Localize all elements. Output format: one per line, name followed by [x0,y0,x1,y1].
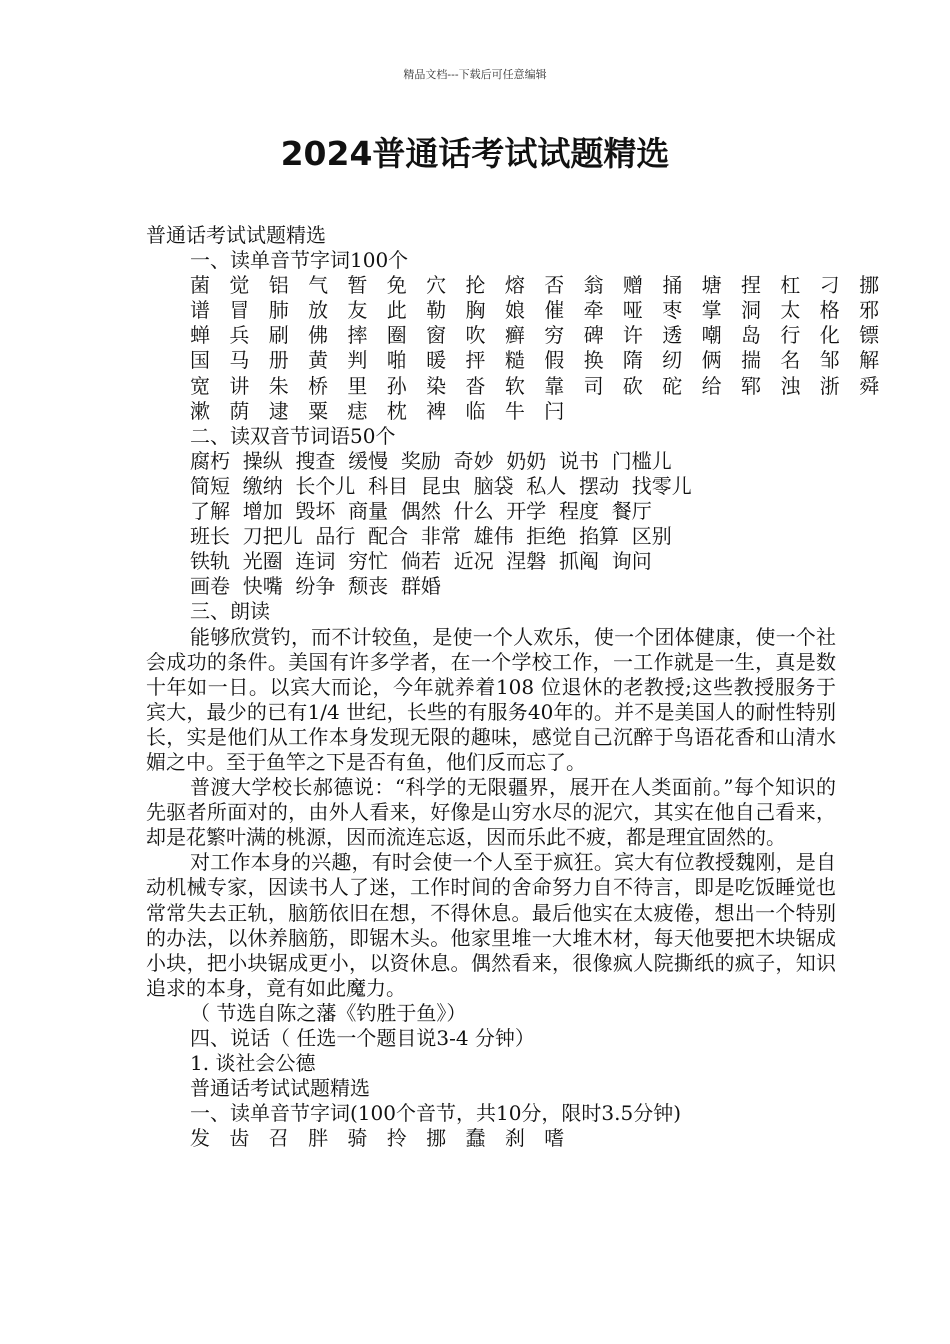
reading-paragraph: 对工作本身的兴趣，有时会使一个人至于疯狂。宾大有位教授魏刚，是自动机械专家，因读书人了迷，工作时间的舍命努力自不待言，即是吃饭睡觉也常常失去正轨，脑筋依旧在想，不得休息。最后他实在太疲倦，想出一个特别的办法，以休养脑筋，即锯木头。他家里堆一大堆木材，每天他要把木块锯成小块，把小块锯成更小，以资休息。偶然看来，很像疯人院撕纸的疯子，知识追求的本身，竟有如此魔力。 [146,850,836,1000]
section1-heading: 一、读单音节字词100个 [190,248,409,273]
reading-paragraph: 普渡大学校长郝德说：“科学的无限疆界，展开在人类面前。”每个知识的先驱者所面对的，由外人看来，好像是山穷水尽的泥穴，其实在他自己看来，却是花繁叶满的桃源，因而流连忘返，因而乐此不疲，都是理宜固然的。 [146,775,836,850]
char-row: 发 齿 召 胖 骑 拎 挪 蠢 刹 嗜 [190,1126,571,1151]
reading-paragraph: 能够欣赏钓，而不计较鱼，是使一个人欢乐，使一个团体健康，使一个社会成功的条件。美国有许多学者，在一个学校工作，一工作就是一生，真是数十年如一日。以宾大而论，今年就养着108 位退休的老教授;这些教授服务于宾大，最少的已有1/4 世纪，长些的有服务40年的。并不是美国人的耐性特别长，实是他们从工作本身发现无限的趣味，感觉自己沉醉于鸟语花香和山清水媚之中。至于鱼竿之下是否有鱼，他们反而忘了。 [146,624,836,774]
char-row: 宽 讲 朱 桥 里 孙 染 沓 软 靠 司 砍 砣 给 郓 浊 浙 舜 [190,373,886,398]
char-row: 漱 荫 逮 粟 痣 枕 裨 临 牛 闩 [190,398,571,423]
section4-heading: 四、说话（ 任选一个题目说3-4 分钟） [190,1026,535,1050]
document-body [146,223,886,1151]
char-row: 国 马 册 黄 判 啪 暖 抨 糙 假 换 隋 纫 俩 揣 名 邹 解 [190,348,886,373]
char-row: 谱 冒 肺 放 友 此 勒 胸 娘 催 牵 哑 枣 掌 洞 太 格 邪 [190,298,886,323]
section3-heading: 三、朗读 [190,599,270,624]
page-title: 2024普通话考试试题精选 [280,134,670,173]
doc-heading: 普通话考试试题精选 [146,223,326,247]
word-row: 画卷 快嘴 纷争 颓丧 群婚 [190,574,441,599]
second-set-subheading: 一、读单音节字词(100个音节，共10分，限时3.5分钟) [190,1101,682,1126]
word-row: 简短 缴纳 长个儿 科目 昆虫 脑袋 私人 摆动 找零儿 [190,473,692,498]
reading-source: （ 节选自陈之藩《钓胜于鱼》） [190,1000,467,1025]
char-row: 菌 觉 铝 气 暂 免 穴 抡 熔 否 翁 赠 捅 塘 捏 杠 刁 挪 [190,273,886,298]
word-row: 班长 刀把儿 品行 配合 非常 雄伟 拒绝 掐算 区别 [190,524,672,549]
word-row: 腐朽 操纵 搜查 缓慢 奖励 奇妙 奶奶 说书 门槛儿 [190,448,672,473]
header-note: 精品文档---下载后可任意编辑 [403,68,547,81]
word-row: 铁轨 光圈 连词 穷忙 倘若 近况 涅磐 抓阄 询问 [190,549,652,574]
word-row: 了解 增加 毁坏 商量 偶然 什么 开学 程度 餐厅 [190,499,652,524]
second-set-heading: 普通话考试试题精选 [190,1076,370,1101]
section2-heading: 二、读双音节词语50个 [190,423,396,448]
char-row: 蝉 兵 刷 佛 摔 圈 窗 吹 癣 穷 碑 许 透 嘲 岛 行 化 镖 [190,323,886,348]
speaking-topic: 1. 谈社会公德 [190,1051,316,1076]
